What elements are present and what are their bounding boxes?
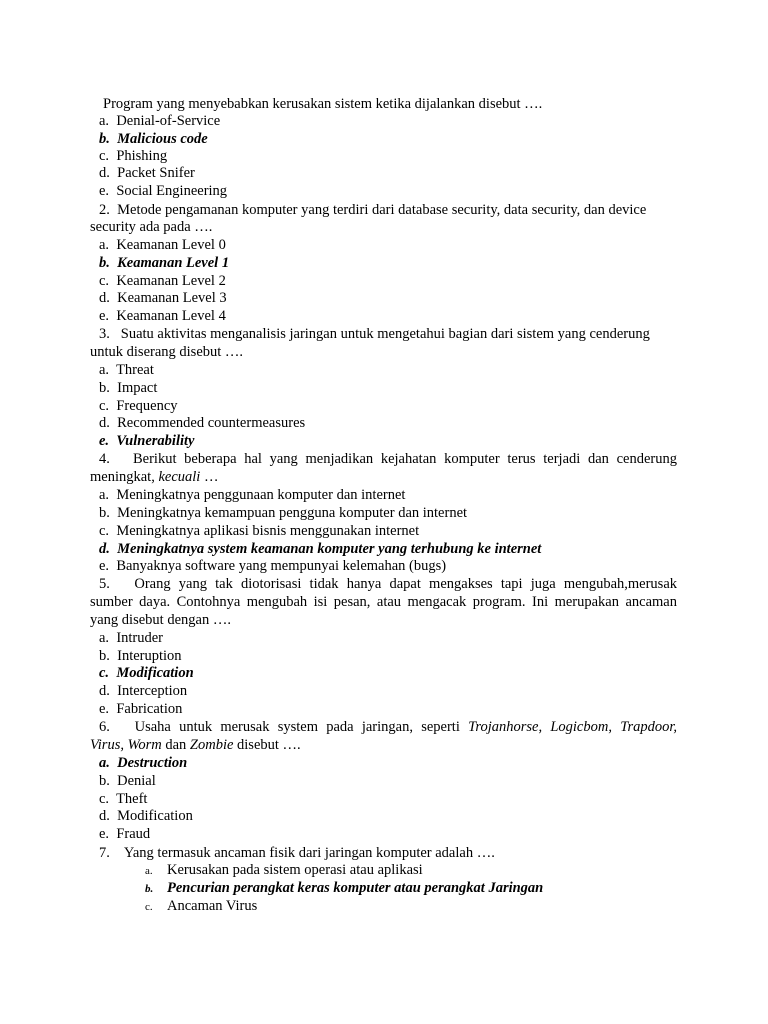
- option-text: Frequency: [116, 398, 178, 414]
- option-label: d.: [99, 290, 110, 306]
- option-label: e.: [99, 558, 110, 574]
- option-label: b.: [99, 648, 110, 664]
- stem-text: Usaha untuk merusak system pada jaringan, seperti: [134, 719, 469, 735]
- option-text: Pencurian perangkat keras komputer atau perangkat Jaringan: [167, 880, 544, 896]
- question-number: 7.: [99, 845, 110, 861]
- q4-option-e: [99, 557, 446, 575]
- stem-text: Orang yang tak diotorisasi tidak hanya dapat mengakses tapi juga mengubah,merusak: [134, 576, 677, 592]
- option-label: a.: [99, 113, 110, 129]
- q2-option-d: [99, 289, 227, 307]
- option-text: Interuption: [117, 648, 182, 664]
- question-5-stem-line3: yang disebut dengan ….: [90, 612, 231, 628]
- q6-option-a-answer: [99, 754, 187, 772]
- option-text: Phishing: [116, 148, 168, 164]
- option-text: Social Engineering: [116, 183, 228, 199]
- question-2-stem-line1: [99, 201, 646, 219]
- option-label: a.: [99, 362, 110, 378]
- q1-option-b-answer: [99, 130, 208, 148]
- option-label: e.: [99, 308, 110, 324]
- q1-option-e: [99, 182, 227, 200]
- q4-option-c: [99, 522, 419, 540]
- question-5-stem-line2: sumber daya. Contohnya mengubah isi pesan, atau mengacak program. Ini merupakan ancaman: [90, 594, 677, 610]
- q5-option-a: [99, 629, 163, 647]
- option-text: Packet Snifer: [117, 165, 195, 181]
- option-label: b.: [99, 380, 110, 396]
- q2-option-b-answer: [99, 254, 229, 272]
- option-label: b.: [145, 883, 154, 895]
- option-label: d.: [99, 808, 110, 824]
- option-label: a.: [99, 237, 110, 253]
- question-5-stem-line1: [99, 575, 677, 593]
- q4-option-b: [99, 504, 467, 522]
- q7-option-c: [145, 897, 257, 916]
- option-label: c.: [145, 901, 153, 913]
- option-text: Interception: [117, 683, 188, 699]
- q6-option-d: [99, 807, 193, 825]
- stem-text: meningkat,: [90, 469, 159, 485]
- option-label: c.: [99, 665, 110, 681]
- option-label: d.: [99, 415, 110, 431]
- option-label: b.: [99, 131, 110, 147]
- q6-option-b: [99, 772, 156, 790]
- option-text: Ancaman Virus: [167, 898, 258, 914]
- option-label: d.: [99, 541, 110, 557]
- stem-text: Suatu aktivitas menganalisis jaringan untuk mengetahui bagian dari sistem yang cenderung: [120, 326, 650, 342]
- question-7-stem: [99, 844, 495, 862]
- q4-option-a: [99, 486, 405, 504]
- option-text: Keamanan Level 4: [116, 308, 226, 324]
- stem-emphasis: Trojanhorse, Logicbom, Trapdoor,: [468, 719, 678, 735]
- question-number: 2.: [99, 202, 110, 218]
- option-label: e.: [99, 183, 110, 199]
- option-label: b.: [99, 505, 110, 521]
- option-text: Keamanan Level 2: [116, 273, 226, 289]
- option-label: c.: [99, 273, 110, 289]
- option-text: Keamanan Level 0: [116, 237, 226, 253]
- stem-ellipsis: disebut ….: [233, 737, 301, 753]
- option-text: Modification: [117, 808, 193, 824]
- option-text: Intruder: [116, 630, 164, 646]
- option-label: a.: [145, 865, 153, 877]
- option-text: Keamanan Level 1: [117, 255, 230, 271]
- question-4-stem-line2: [90, 468, 218, 486]
- stem-text: dan: [161, 737, 190, 753]
- q1-option-d: [99, 164, 195, 182]
- question-6-stem-line1: [99, 718, 677, 736]
- q3-option-a: [99, 361, 154, 379]
- option-text: Theft: [116, 791, 148, 807]
- option-text: Meningkatnya kemampuan pengguna komputer dan internet: [117, 505, 468, 521]
- option-label: c.: [99, 523, 110, 539]
- q5-option-b: [99, 647, 182, 665]
- stem-emphasis: Zombie: [189, 737, 234, 753]
- option-text: Keamanan Level 3: [117, 290, 227, 306]
- q5-option-c-answer: [99, 664, 194, 682]
- option-label: e.: [99, 826, 110, 842]
- q6-option-e: [99, 825, 150, 843]
- option-text: Banyaknya software yang mempunyai kelemahan (bugs): [116, 558, 447, 574]
- option-text: Vulnerability: [116, 433, 195, 449]
- q1-option-c: [99, 147, 167, 165]
- option-label: c.: [99, 791, 110, 807]
- stem-text: Berikut beberapa hal yang menjadikan kejahatan komputer terus terjadi dan cenderung: [132, 451, 678, 467]
- stem-text: Metode pengamanan komputer yang terdiri dari database security, data security, dan device: [117, 202, 647, 218]
- option-text: Destruction: [117, 755, 188, 771]
- question-4-stem-line1: [99, 450, 677, 468]
- q1-option-a: [99, 112, 220, 130]
- option-label: d.: [99, 165, 110, 181]
- option-text: Meningkatnya aplikasi bisnis menggunakan internet: [116, 523, 420, 539]
- option-label: c.: [99, 398, 110, 414]
- option-text: Impact: [117, 380, 158, 396]
- question-2-stem-line2: security ada pada ….: [90, 219, 213, 235]
- option-text: Threat: [116, 362, 154, 378]
- question-1-stem: Program yang menyebabkan kerusakan sistem ketika dijalankan disebut ….: [103, 96, 543, 112]
- q7-option-b-answer: [145, 879, 543, 898]
- q3-option-e-answer: [99, 432, 194, 450]
- question-number: 3.: [99, 326, 110, 342]
- q5-option-e: [99, 700, 182, 718]
- q3-option-d: [99, 414, 305, 432]
- option-label: c.: [99, 148, 110, 164]
- option-label: b.: [99, 773, 110, 789]
- question-number: 4.: [99, 451, 110, 467]
- q6-option-c: [99, 790, 147, 808]
- option-text: Denial: [117, 773, 156, 789]
- q3-option-c: [99, 397, 178, 415]
- option-text: Fraud: [116, 826, 151, 842]
- option-text: Malicious code: [117, 131, 208, 147]
- option-text: Kerusakan pada sistem operasi atau aplikasi: [167, 862, 423, 878]
- question-6-stem-line2: [90, 736, 301, 754]
- q7-option-a: [145, 861, 423, 880]
- stem-emphasis: kecuali: [158, 469, 201, 485]
- question-number: 6.: [99, 719, 110, 735]
- option-label: d.: [99, 683, 110, 699]
- q4-option-d-answer: [99, 540, 541, 558]
- question-3-stem-line2: untuk diserang disebut ….: [90, 344, 244, 360]
- option-text: Recommended countermeasures: [117, 415, 306, 431]
- q5-option-d: [99, 682, 187, 700]
- option-label: a.: [99, 630, 110, 646]
- option-label: e.: [99, 701, 110, 717]
- option-label: b.: [99, 255, 110, 271]
- option-label: a.: [99, 755, 110, 771]
- option-label: a.: [99, 487, 110, 503]
- q2-option-e: [99, 307, 226, 325]
- stem-emphasis: Virus, Worm: [90, 737, 162, 753]
- option-text: Modification: [116, 665, 194, 681]
- option-text: Meningkatnya penggunaan komputer dan internet: [116, 487, 406, 503]
- option-text: Denial-of-Service: [116, 113, 221, 129]
- question-number: 5.: [99, 576, 110, 592]
- option-text: Fabrication: [116, 701, 183, 717]
- q2-option-c: [99, 272, 226, 290]
- q3-option-b: [99, 379, 157, 397]
- q2-option-a: [99, 236, 226, 254]
- question-3-stem-line1: [99, 325, 650, 343]
- stem-text: Yang termasuk ancaman fisik dari jaringan komputer adalah ….: [123, 845, 495, 861]
- option-label: e.: [99, 433, 110, 449]
- option-text: Meningkatnya system keamanan komputer yang terhubung ke internet: [117, 541, 542, 557]
- stem-ellipsis: …: [200, 469, 219, 485]
